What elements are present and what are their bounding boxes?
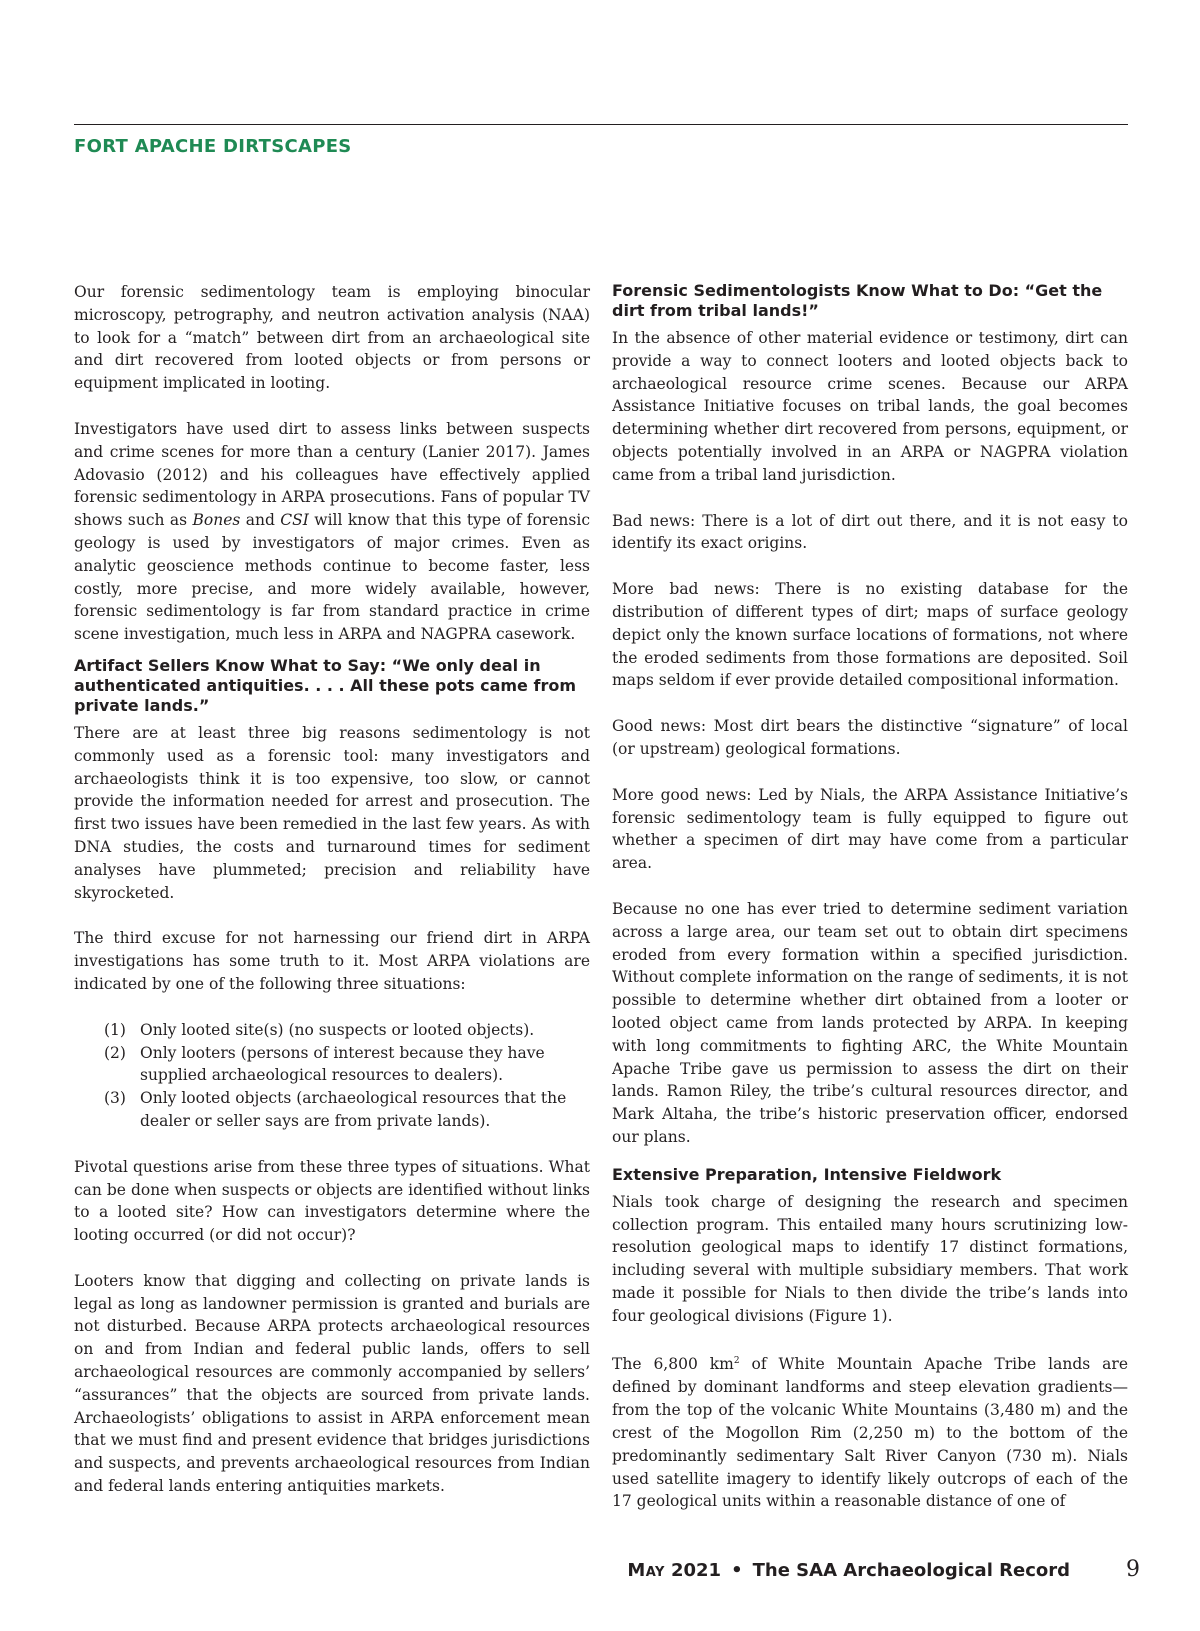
paragraph: Because no one has ever tried to determine sediment variation across a large area, our team set out to obtain dirt specimens eroded from every formation within a specified jurisdiction. Without complete information on the range of sediments, it is not possible to determine whether dirt obtained from a looter or looted object came from lands protected by ARPA. In keeping with long commitments to fighting ARC, the White Mountain Apache Tribe gave us permission to assess the dirt on their lands. Ramon Riley, the tribe’s cultural resources director, and Mark Altaha, the tribe’s historic preservation officer, endorsed our plans.	[612, 899, 1128, 1146]
paragraph: Pivotal questions arise from these three types of situations. What can be done when suspects or objects are identified without links to a looted site? How can investigators determine where the looting occurred (or did not occur)?	[74, 1157, 590, 1245]
text-run: will know that this type of forensic geology is used by investigators of major crimes. Even as analytic geoscience methods continue to become faster, less costly, more precise, and more widely available, however, forensic sedimentology is far from standard practice in crime scene investigation, much less in ARPA and NAGPRA casework.	[74, 511, 590, 644]
italic-title-bones: Bones	[192, 511, 241, 530]
subheading: Forensic Sedimentologists Know What to Do: “Get the dirt from tribal lands!”	[612, 281, 1103, 320]
footer-year: 2021	[670, 1560, 722, 1581]
paragraph	[612, 1350, 1128, 1513]
text-run: Investigators have used dirt to assess links between suspects and crime scenes for more than a century (Lanier 2017). James Adovasio (2012) and his colleagues have effectively applied forensic sedimentology in ARPA prosecutions. Fans of popular TV shows such as	[74, 419, 590, 530]
footer-month: May	[627, 1560, 665, 1581]
left-column	[74, 281, 590, 1498]
list-item: (1) Only looted site(s) (no suspects or looted objects).	[104, 1020, 535, 1039]
paragraph: Good news: Most dirt bears the distinctive “signature” of local (or upstream) geological formations.	[612, 717, 1128, 758]
paragraph: Bad news: There is a lot of dirt out there, and it is not easy to identify its exact origins.	[612, 511, 1128, 553]
paragraph: Looters know that digging and collecting on private lands is legal as long as landowner permission is granted and burials are not disturbed. Because ARPA protects archaeological resources on and from Indian and federal public lands, offers to sell archaeological resources are commonly accompanied by sellers’ “assurances” that the objects are sourced from private lands. Archaeologists’ obligations to assist in ARPA enforcement mean that we must find and present evidence that bridges jurisdictions and suspects, and prevents archaeological resources from Indian and federal lands entering antiquities markets.	[74, 1271, 590, 1496]
section-title: FORT APACHE DIRTSCAPES	[74, 136, 352, 157]
paragraph: Our forensic sedimentology team is employing binocular microscopy, petrography, and neutron activation analysis (NAA) to look for a “match” between dirt from an archaeological site and dirt recovered from looted objects or from persons or equipment implicated in looting.	[74, 283, 590, 393]
footer-journal-title: The SAA Archaeological Record	[752, 1560, 1070, 1581]
text-run: The 6,800 km	[612, 1355, 734, 1374]
list-item: (3) Only looted objects (archaeological resources that the dealer or seller says are from private lands).	[104, 1089, 567, 1130]
text-run: and	[240, 511, 281, 530]
paragraph: The third excuse for not harnessing our friend dirt in ARPA investigations has some truth to it. Most ARPA violations are indicated by one of the following three situations:	[74, 929, 590, 993]
footer-bullet: •	[731, 1560, 743, 1581]
subheading: Extensive Preparation, Intensive Fieldwork	[612, 1164, 1002, 1184]
paragraph: More good news: Led by Nials, the ARPA Assistance Initiative’s forensic sedimentology team is fully equipped to figure out whether a specimen of dirt may have come from a particular area.	[612, 785, 1128, 873]
superscript: 2	[733, 1356, 740, 1367]
italic-title-csi: CSI	[280, 511, 309, 530]
paragraph: Nials took charge of designing the research and specimen collection program. This entailed many hours scrutinizing low-resolution geological maps to identify 17 distinct formations, including several with multiple subsidiary members. That work made it possible for Nials to then divide the tribe’s lands into four geological divisions (Figure 1).	[612, 1192, 1128, 1325]
page-footer	[627, 1557, 1140, 1582]
list-item: (2) Only looters (persons of interest because they have supplied archaeological resources to dealers).	[104, 1043, 545, 1085]
situations-list	[74, 1019, 590, 1133]
right-column	[612, 281, 1128, 1513]
paragraph: There are at least three big reasons sedimentology is not commonly used as a forensic tool: many investigators and archaeologists think it is too expensive, too slow, or cannot provide the information needed for arrest and prosecution. The first two issues have been remedied in the last few years. As with DNA studies, the costs and turnaround times for sediment analyses have plummeted; precision and reliability have skyrocketed.	[74, 723, 590, 902]
header-rule	[74, 124, 1128, 125]
text-run: of White Mountain Apache Tribe lands are defined by dominant landforms and steep elevation gradients—from the top of the volcanic White Mountains (3,480 m) and the crest of the Mogollon Rim (2,250 m) to the bottom of the predominantly sedimentary Salt River Canyon (730 m). Nials used satellite imagery to identify likely outcrops of each of the 17 geological units within a reasonable distance of one of	[612, 1355, 1128, 1511]
paragraph	[74, 418, 590, 646]
page-number: 9	[1126, 1557, 1140, 1582]
paragraph: More bad news: There is no existing database for the distribution of different types of dirt; maps of surface geology depict only the known surface locations of formations, not where the eroded sediments from those formations are deposited. Soil maps seldom if ever provide detailed compositional information.	[612, 580, 1128, 690]
paragraph: In the absence of other material evidence or testimony, dirt can provide a way to connect looters and looted objects back to archaeological resource crime scenes. Because our ARPA Assistance Initiative focuses on tribal lands, the goal becomes determining whether dirt recovered from persons, equipment, or objects potentially involved in an ARPA or NAGPRA violation came from a tribal land jurisdiction.	[612, 329, 1128, 484]
subheading: Artifact Sellers Know What to Say: “We only deal in authenticated antiquities. . . . All these pots came from private lands.”	[74, 655, 576, 715]
